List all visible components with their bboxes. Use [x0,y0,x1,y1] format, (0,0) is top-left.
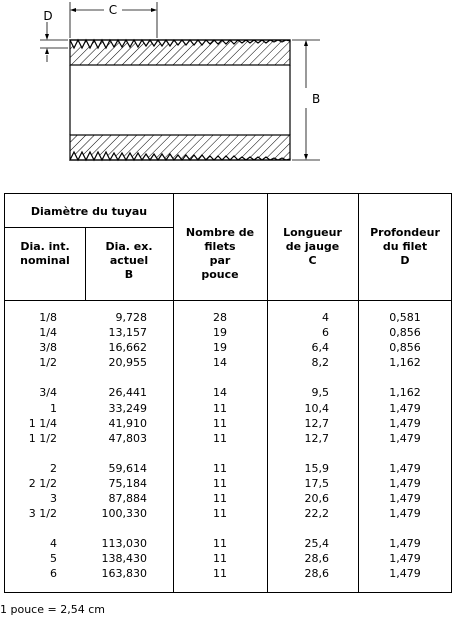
cell-dia-ex: 20,955 [108,356,147,370]
label-c: C [108,3,118,17]
cell-longueur: 9,5 [311,386,329,400]
cell-filets: 11 [213,461,227,475]
cell-longueur: 6,4 [311,341,329,355]
cell-profondeur: 0,856 [389,341,421,355]
group-header: Diamètre du tuyau [30,205,148,218]
cell-filets: 19 [213,341,227,355]
cell-dia-int: 1/4 [39,326,57,340]
pipe-thread-diagram [0,0,454,190]
cell-longueur: 28,6 [304,552,329,566]
cell-dia-ex: 163,830 [101,567,147,581]
cell-dia-ex: 47,803 [108,431,147,445]
cell-longueur: 10,4 [304,401,329,415]
label-b: B [312,92,321,106]
cell-dia-ex: 16,662 [108,341,147,355]
header-dia-ex: Dia. ex. actuel B [105,240,153,281]
cell-profondeur: 1,479 [389,401,421,415]
cell-dia-ex: 33,249 [108,401,147,415]
cell-dia-int: 3 1/2 [28,507,57,521]
cell-filets: 11 [213,567,227,581]
cell-profondeur: 1,162 [389,386,421,400]
header-dia-int: Dia. int. nominal [20,240,70,267]
cell-dia-int: 1/2 [39,356,57,370]
cell-longueur: 6 [322,326,329,340]
cell-profondeur: 1,479 [389,492,421,505]
cell-dia-ex: 13,157 [108,326,147,340]
cell-longueur: 25,4 [304,537,329,551]
pipe-bottom-wall [70,135,290,160]
cell-dia-ex: 26,441 [108,386,147,400]
cell-dia-int: 5 [50,552,57,566]
cell-profondeur: 1,162 [389,356,421,370]
cell-profondeur: 1,479 [389,537,421,551]
cell-dia-ex: 9,728 [115,311,147,324]
cell-longueur: 8,2 [311,356,329,370]
cell-dia-ex: 41,910 [108,416,147,430]
cell-filets: 11 [213,476,227,490]
cell-filets: 11 [213,492,227,505]
cell-dia-int: 6 [50,567,57,581]
cell-longueur: 17,5 [304,476,329,490]
row-divider [5,300,451,301]
cell-dia-ex: 100,330 [101,507,147,521]
cell-dia-ex: 75,184 [108,476,147,490]
cell-dia-ex: 87,884 [108,492,147,505]
cell-dia-int: 2 [50,461,57,475]
cell-dia-int: 3/8 [39,341,57,355]
cell-dia-int: 3 [50,492,57,505]
cell-profondeur: 1,479 [389,507,421,521]
cell-dia-int: 2 1/2 [28,476,57,490]
cell-longueur: 12,7 [304,431,329,445]
cell-filets: 11 [213,552,227,566]
cell-profondeur: 1,479 [389,567,421,581]
cell-profondeur: 1,479 [389,461,421,475]
cell-profondeur: 1,479 [389,431,421,445]
row-divider [5,227,173,228]
cell-filets: 11 [213,431,227,445]
cell-dia-int: 1 [50,401,57,415]
header-filets: Nombre de filets par pouce [185,226,255,281]
cell-dia-int: 1/8 [39,311,57,324]
cell-filets: 14 [213,356,227,370]
cell-longueur: 4 [322,311,329,324]
cell-dia-int: 4 [50,537,57,551]
cell-dia-int: 1 1/4 [28,416,57,430]
cell-longueur: 15,9 [304,461,329,475]
cell-dia-ex: 138,430 [101,552,147,566]
cell-profondeur: 0,856 [389,326,421,340]
cell-longueur: 22,2 [304,507,329,521]
footnote: 1 pouce = 2,54 cm [0,603,105,616]
header-longueur: Longueur de jauge C [283,226,342,267]
cell-dia-ex: 59,614 [108,461,147,475]
cell-filets: 19 [213,326,227,340]
cell-longueur: 12,7 [304,416,329,430]
cell-profondeur: 1,479 [389,476,421,490]
cell-dia-ex: 113,030 [101,537,147,551]
pipe-top-wall [70,40,290,65]
cell-dia-int: 1 1/2 [28,431,57,445]
cell-profondeur: 1,479 [389,552,421,566]
cell-longueur: 20,6 [304,492,329,505]
cell-longueur: 28,6 [304,567,329,581]
cell-dia-int: 3/4 [39,386,57,400]
cell-filets: 11 [213,401,227,415]
cell-filets: 11 [213,416,227,430]
cell-filets: 28 [213,311,227,324]
thread-spec-table [4,193,452,593]
label-d: D [43,9,53,23]
cell-filets: 11 [213,537,227,551]
cell-profondeur: 0,581 [389,311,421,324]
header-profondeur: Profondeur du filet D [370,226,440,267]
cell-filets: 11 [213,507,227,521]
cell-profondeur: 1,479 [389,416,421,430]
cell-filets: 14 [213,386,227,400]
